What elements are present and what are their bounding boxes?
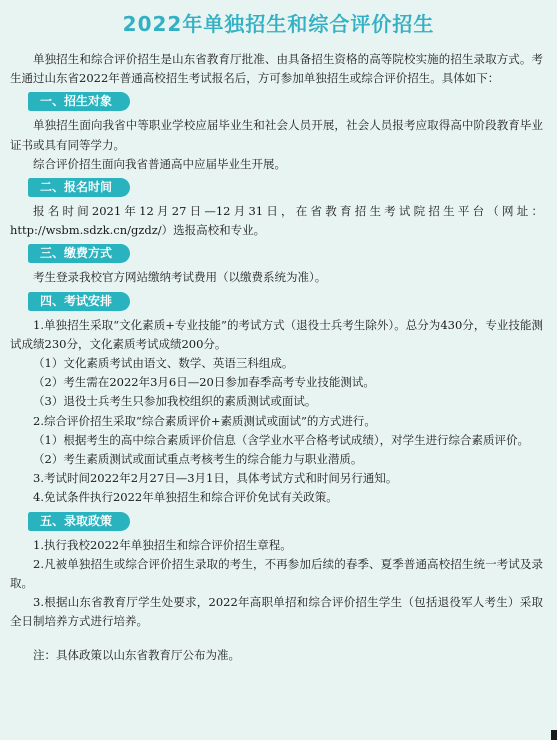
paragraph: 4.免试条件执行2022年单独招生和综合评价免试有关政策。: [33, 490, 338, 505]
section-registration-time: [10, 174, 543, 240]
paragraph: 1.执行我校2022年单独招生和综合评价招生章程。: [33, 537, 292, 552]
paragraph: 单独招生面向我省中等职业学校应届毕业生和社会人员开展，社会人员报考应取得高中阶段教育毕业证书或具有同等学力。: [10, 118, 543, 152]
paragraph: 1.单独招生采取“文化素质+专业技能”的考试方式（退役士兵考生除外）。总分为430分，专业技能测试成绩230分，文化素质考试成绩200分。: [10, 317, 543, 351]
section-heading: 三、缴费方式: [28, 244, 130, 263]
paragraph: （1）根据考生的高中综合素质评价信息（含学业水平合格考试成绩），对学生进行综合素质评价。: [33, 432, 530, 447]
section-payment-method: [10, 240, 543, 287]
paragraph: 报名时间2021年12月27日—12月31日，在省教育招生考试院招生平台（网址：http://wsbm.sdzk.cn/gzdz/）选报高校和专业。: [10, 204, 543, 238]
paragraph: 综合评价招生面向我省普通高中应届毕业生开展。: [33, 156, 286, 171]
section-enrollment-target: [10, 88, 543, 174]
paragraph: 3.考试时间2022年2月27日—3月1日，具体考试方式和时间另行通知。: [33, 471, 398, 486]
section-heading: 二、报名时间: [28, 178, 130, 197]
intro-paragraph: 单独招生和综合评价招生是山东省教育厅批准、由具备招生资格的高等院校实施的招生录取方式。考生通过山东省2022年普通高校招生考试报名后，方可参加单独招生或综合评价招生。具体如下：: [10, 52, 543, 86]
paragraph: 3.根据山东省教育厅学生处要求，2022年高职单招和综合评价招生学生（包括退役军人考生）采取全日制培养方式进行培养。: [10, 595, 543, 629]
paragraph: （3）退役士兵考生只参加我校组织的素质测试或面试。: [33, 394, 317, 409]
page-corner-mark: [551, 730, 557, 740]
paragraph: （2）考生素质测试或面试重点考核考生的综合能力与职业潜质。: [33, 452, 363, 467]
section-heading: 一、招生对象: [28, 92, 130, 111]
footnote: 注：具体政策以山东省教育厅公布为准。: [33, 647, 240, 662]
page-title: 2022年单独招生和综合评价招生: [122, 12, 435, 36]
section-exam-arrangement: [10, 288, 543, 508]
paragraph: （2）考生需在2022年3月6日—20日参加春季高考专业技能测试。: [33, 375, 375, 390]
paragraph: 2.综合评价招生采取“综合素质评价+素质测试或面试”的方式进行。: [33, 413, 376, 428]
section-heading: 四、考试安排: [28, 292, 130, 311]
section-heading: 五、录取政策: [28, 512, 130, 531]
paragraph: 考生登录我校官方网站缴纳考试费用（以缴费系统为准）。: [33, 270, 327, 285]
paragraph: 2.凡被单独招生或综合评价招生录取的考生，不再参加后续的春季、夏季普通高校招生统一考试及录取。: [10, 556, 543, 591]
document-body: [10, 50, 543, 665]
section-admission-policy: [10, 508, 543, 632]
paragraph: （1）文化素质考试由语文、数学、英语三科组成。: [33, 356, 294, 371]
